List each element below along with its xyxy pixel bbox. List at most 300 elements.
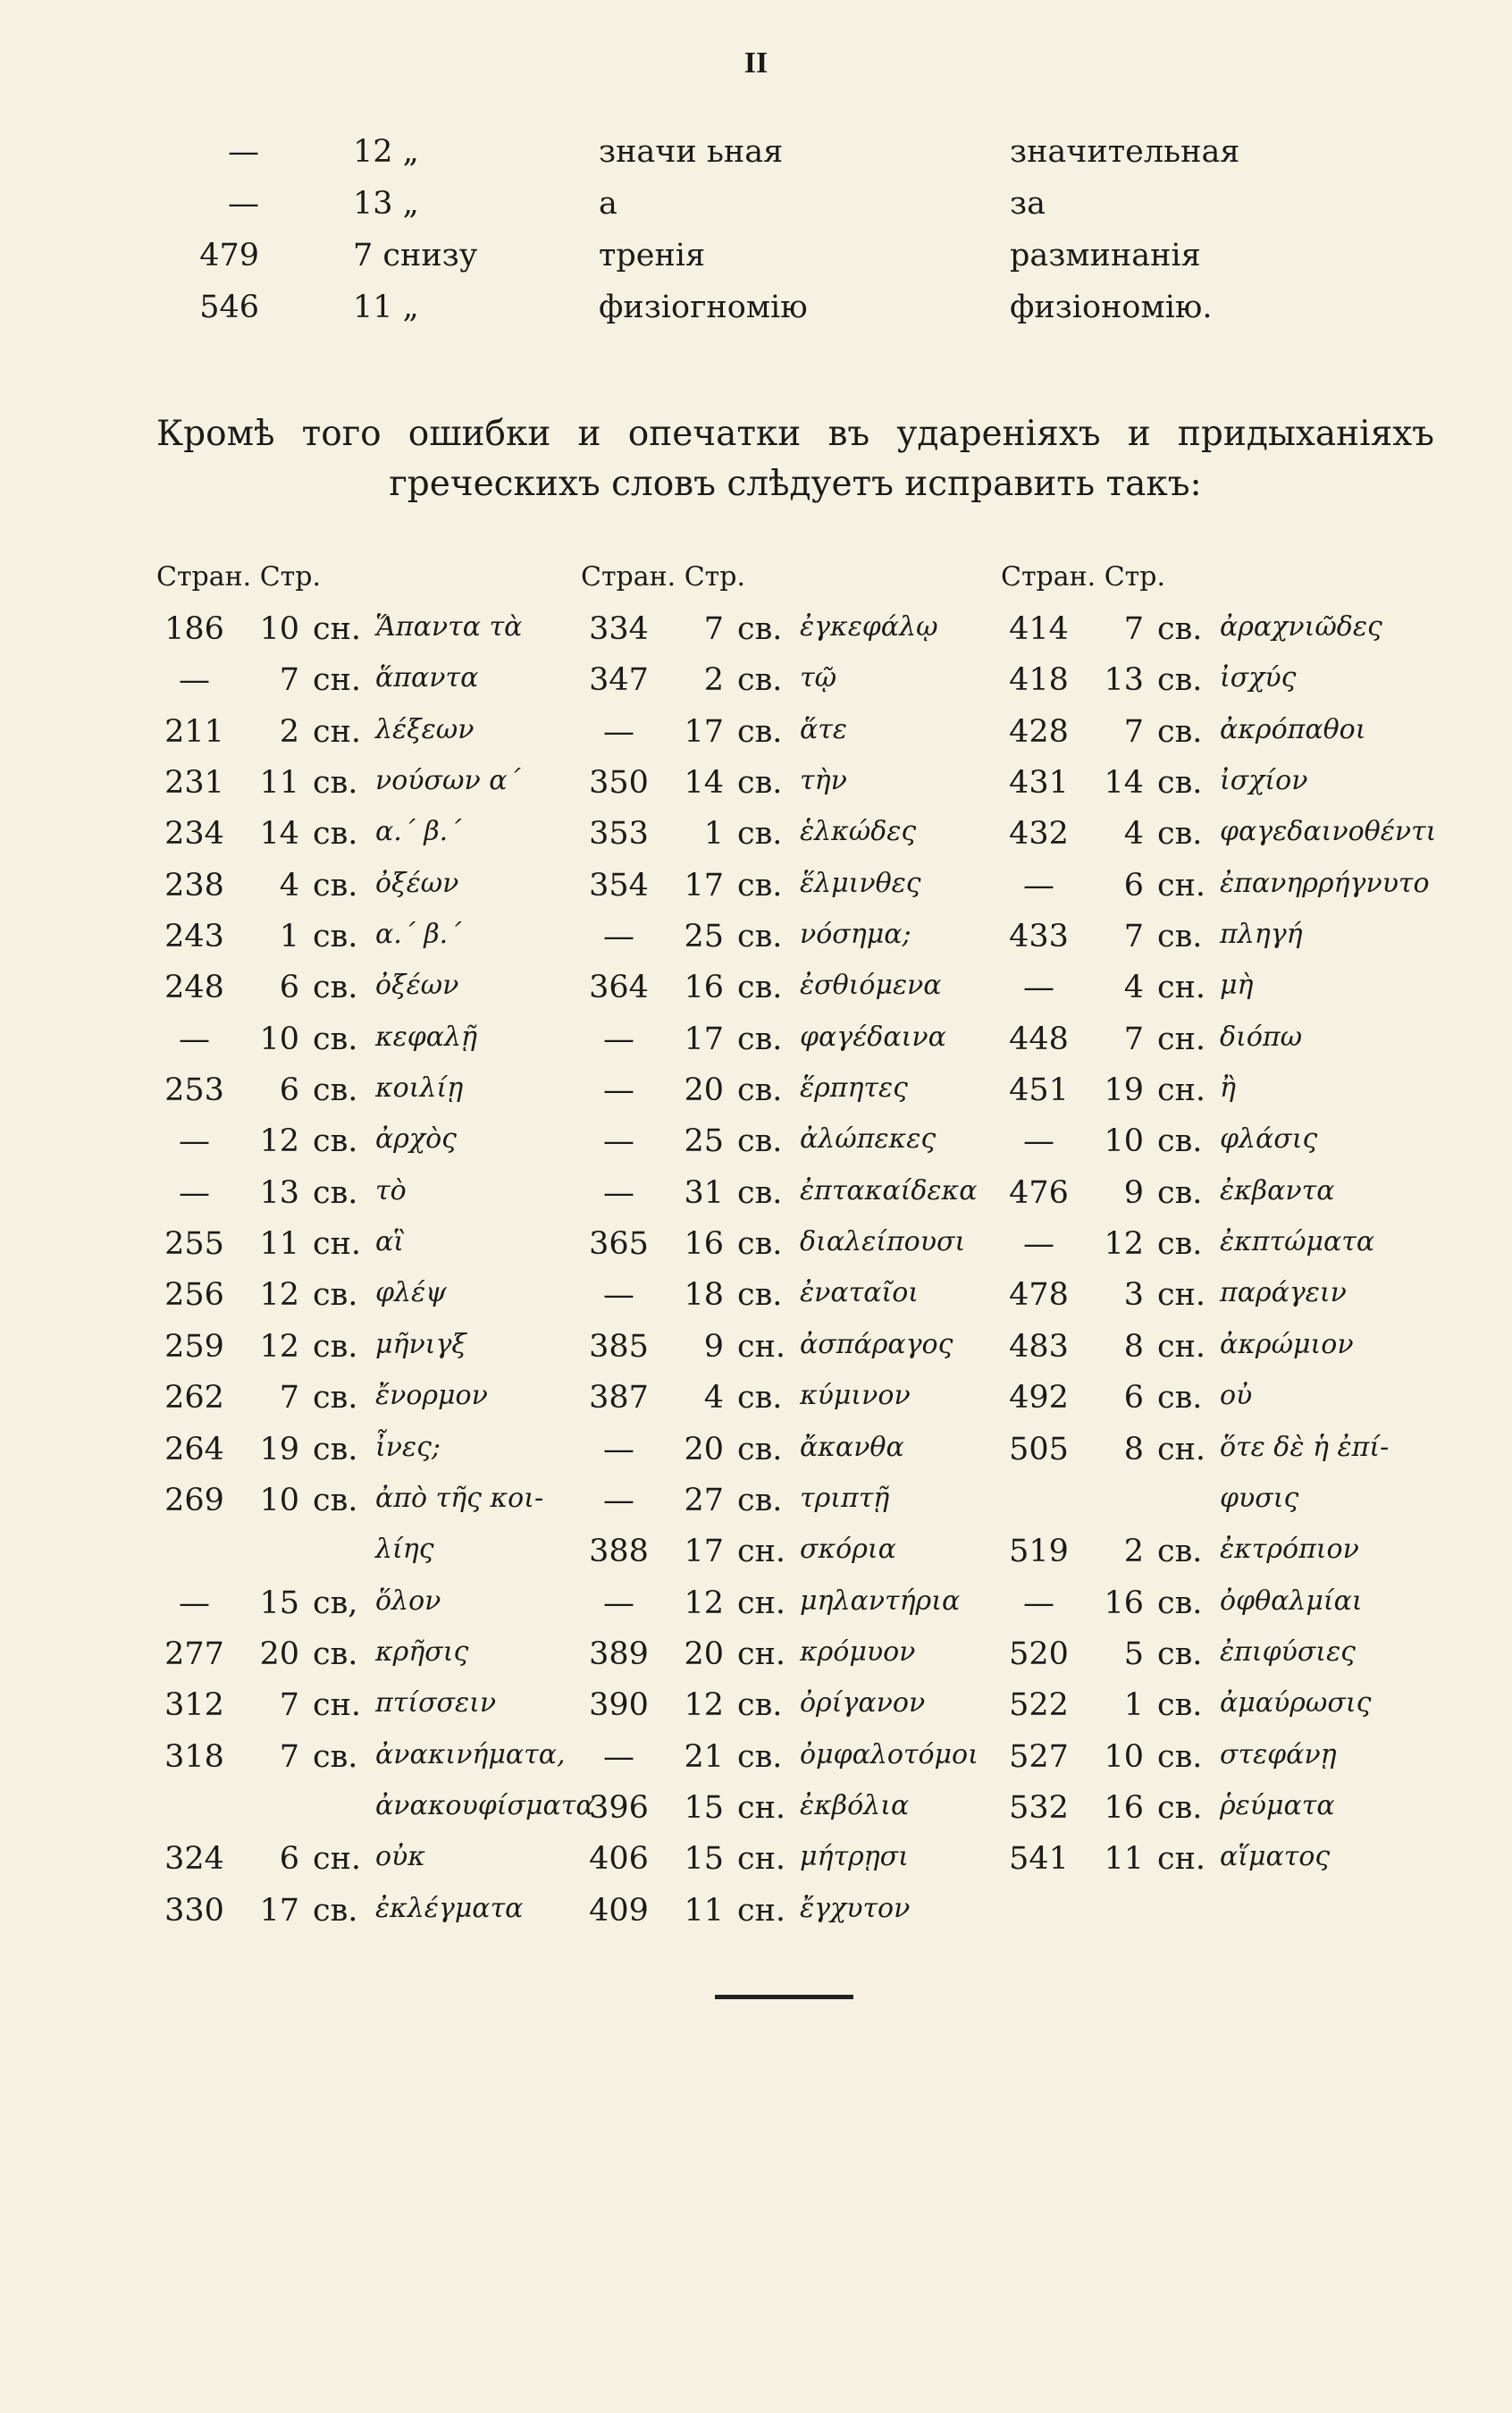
errata-row: [1001, 1072, 1236, 1123]
errata-row: [581, 919, 911, 970]
errata-page: 243: [164, 919, 224, 955]
errata-page: 256: [164, 1277, 224, 1314]
errata-direction: сн.: [1157, 1328, 1206, 1365]
errata-page: —: [603, 1738, 634, 1775]
errata-line: 16: [684, 970, 724, 1006]
errata-line: 16: [1104, 1789, 1144, 1826]
errata-line: 6: [1123, 867, 1144, 904]
errata-direction: св.: [737, 713, 783, 750]
errata-line: 3: [1123, 1277, 1144, 1314]
errata-word: ὀφθαλμίαι: [1220, 1585, 1363, 1617]
errata-line: 12: [684, 1585, 724, 1621]
errata-row: [581, 1534, 896, 1585]
errata-row: [156, 1738, 566, 1790]
errata-direction: сн.: [313, 713, 362, 750]
errata-word: ἀνακινήματα,: [375, 1738, 566, 1770]
errata-page: —: [603, 1072, 634, 1109]
errata-line: 5: [1123, 1635, 1144, 1672]
errata-line: 17: [684, 1021, 724, 1057]
errata-page: —: [603, 1482, 634, 1518]
errata-line: 20: [684, 1635, 724, 1672]
errata-word: λίης: [375, 1534, 434, 1566]
errata-row: [1001, 1380, 1253, 1431]
errata-page: 330: [164, 1892, 224, 1929]
errata-line: 12: [1104, 1226, 1144, 1263]
errata-line: 2: [279, 713, 299, 750]
errata-line: 16: [1104, 1585, 1144, 1621]
errata-row: [1001, 1328, 1354, 1380]
errata-line: 12: [259, 1328, 299, 1365]
errata-line: 4: [279, 867, 299, 904]
top-page: —: [228, 134, 259, 170]
errata-row: [1001, 713, 1366, 765]
errata-line: 1: [279, 919, 299, 955]
errata-word: στεφάνῃ: [1220, 1738, 1337, 1770]
errata-direction: св.: [313, 1174, 358, 1211]
errata-direction: св.: [1157, 816, 1203, 853]
errata-word: α.΄ β.΄: [375, 919, 462, 951]
errata-word: ἅτε: [800, 713, 847, 745]
errata-direction: св.: [313, 1892, 358, 1929]
errata-word: αἵματος: [1220, 1841, 1331, 1873]
errata-word: τὸ: [375, 1174, 407, 1206]
errata-word: αἳ: [375, 1226, 405, 1258]
errata-direction: св.: [313, 1482, 358, 1518]
errata-line: 14: [259, 816, 299, 853]
errata-word: κεφαλῇ: [375, 1021, 478, 1053]
errata-row: [156, 1072, 464, 1123]
errata-word: κρῆσις: [375, 1635, 469, 1668]
errata-word: ὀρίγανον: [800, 1687, 926, 1719]
errata-word: νούσων α΄: [375, 765, 521, 797]
errata-row: [1001, 816, 1437, 867]
top-right: значительная: [1010, 134, 1240, 170]
errata-word: πληγή: [1220, 919, 1303, 951]
top-wrong: физіогномію: [599, 290, 808, 325]
top-line: 13 „: [353, 186, 419, 222]
errata-row: [156, 1534, 434, 1585]
errata-line: 14: [1104, 765, 1144, 802]
errata-row: [581, 765, 847, 816]
errata-word: ἐπτακαίδεκα: [800, 1174, 978, 1206]
errata-page: 478: [1009, 1277, 1069, 1314]
top-page: —: [228, 186, 259, 222]
errata-row: [581, 970, 942, 1021]
errata-line: 7: [1123, 1021, 1144, 1057]
errata-page: 253: [164, 1072, 224, 1109]
errata-row: [581, 1226, 966, 1277]
errata-page: 448: [1009, 1021, 1069, 1057]
errata-direction: св.: [737, 1431, 783, 1467]
errata-row: [581, 611, 938, 662]
closing-rule: [715, 1995, 853, 1999]
errata-direction: сн.: [1157, 1021, 1206, 1057]
errata-page: 231: [164, 765, 224, 802]
errata-word: ἶνες;: [375, 1431, 441, 1463]
errata-row: [581, 713, 847, 765]
errata-row: [156, 1482, 544, 1534]
top-wrong: а: [599, 186, 617, 222]
errata-page: 354: [589, 867, 649, 904]
errata-page: 432: [1009, 816, 1069, 853]
errata-page: —: [603, 1021, 634, 1057]
errata-word: ἐγκεφάλῳ: [800, 611, 938, 643]
errata-page: 476: [1009, 1174, 1069, 1211]
errata-direction: сн.: [313, 1841, 362, 1878]
errata-word: ἀκρόπαθοι: [1220, 713, 1366, 745]
errata-line: 27: [684, 1482, 724, 1518]
top-line: 11 „: [353, 290, 419, 325]
errata-page: 519: [1009, 1534, 1069, 1570]
errata-direction: св.: [737, 611, 783, 647]
errata-page: 269: [164, 1482, 224, 1518]
errata-row: [581, 1123, 937, 1174]
errata-page: 347: [589, 662, 649, 699]
errata-word: διαλείπουσι: [800, 1226, 966, 1258]
errata-word: φαγέδαινα: [800, 1021, 946, 1053]
errata-line: 15: [259, 1585, 299, 1621]
errata-direction: св.: [737, 1021, 783, 1057]
errata-direction: св.: [313, 816, 358, 853]
top-wrong: значи ьная: [599, 134, 784, 170]
errata-word: κοιλίῃ: [375, 1072, 464, 1105]
errata-word: ἐκπτώματα: [1220, 1226, 1375, 1258]
errata-page: —: [179, 1123, 210, 1160]
errata-line: 13: [259, 1174, 299, 1211]
errata-line: 17: [684, 1534, 724, 1570]
errata-page: —: [1023, 1585, 1054, 1621]
errata-page: 483: [1009, 1328, 1069, 1365]
errata-direction: св.: [313, 1328, 358, 1365]
errata-page: 186: [164, 611, 224, 647]
top-row: [170, 186, 1331, 238]
errata-row: [156, 816, 462, 867]
errata-page: 396: [589, 1789, 649, 1826]
errata-row: [156, 1277, 447, 1328]
errata-line: 8: [1123, 1328, 1144, 1365]
errata-word: ἄκανθα: [800, 1431, 904, 1463]
errata-row: [156, 1841, 425, 1892]
errata-direction: св.: [737, 662, 783, 699]
errata-word: φλέψ: [375, 1277, 447, 1309]
errata-page: 262: [164, 1380, 224, 1417]
errata-line: 4: [1123, 816, 1144, 853]
errata-note: Кромѣ того ошибки и опечатки въ удареніяхъ и придыханіяхъ греческихъ словъ слѣдуетъ исправить такъ:: [156, 414, 1434, 504]
errata-column-2: [581, 561, 979, 1944]
errata-direction: сн.: [1157, 867, 1206, 904]
errata-direction: сн.: [737, 1892, 786, 1929]
errata-word: νόσημα;: [800, 919, 911, 951]
page-number: II: [743, 46, 769, 80]
errata-page: 259: [164, 1328, 224, 1365]
errata-row: [581, 1482, 890, 1534]
errata-direction: св.: [313, 1277, 358, 1314]
errata-row: [156, 1635, 469, 1687]
errata-word: ῥεύματα: [1220, 1789, 1335, 1821]
errata-row: [1001, 1534, 1359, 1585]
errata-line: 16: [684, 1226, 724, 1263]
errata-row: [1001, 1174, 1335, 1226]
errata-word: ἔνορμον: [375, 1380, 488, 1412]
errata-row: [1001, 611, 1382, 662]
errata-word: ἐκλέγματα: [375, 1892, 524, 1924]
errata-word: ἢ: [1220, 1072, 1236, 1105]
errata-page: 277: [164, 1635, 224, 1672]
errata-word: ἐναταῖοι: [800, 1277, 920, 1309]
errata-direction: св.: [1157, 919, 1203, 955]
errata-row: [156, 1687, 497, 1738]
top-right: за: [1010, 186, 1046, 222]
errata-page: 492: [1009, 1380, 1069, 1417]
errata-word: ἀρχὸς: [375, 1123, 457, 1156]
errata-direction: св.: [737, 1123, 783, 1160]
errata-word: διόπω: [1220, 1021, 1303, 1053]
errata-page: —: [603, 1585, 634, 1621]
errata-page: —: [179, 1021, 210, 1057]
errata-row: [1001, 1482, 1299, 1534]
errata-line: 9: [1123, 1174, 1144, 1211]
errata-row: [156, 919, 462, 970]
errata-word: ἕρπητες: [800, 1072, 908, 1105]
top-page: 479: [199, 238, 259, 273]
errata-direction: св.: [737, 1072, 783, 1109]
column-header: Стран. Стр.: [156, 561, 321, 593]
errata-word: ἐκτρόπιον: [1220, 1534, 1359, 1566]
errata-word: τῷ: [800, 662, 837, 694]
top-right: разминанія: [1010, 238, 1201, 273]
errata-direction: св.: [737, 1380, 783, 1417]
errata-row: [581, 816, 917, 867]
errata-line: 9: [703, 1328, 724, 1365]
errata-page: 451: [1009, 1072, 1069, 1109]
errata-page: 418: [1009, 662, 1069, 699]
errata-line: 6: [279, 1072, 299, 1109]
errata-line: 12: [259, 1123, 299, 1160]
errata-direction: сн.: [737, 1585, 786, 1621]
errata-line: 20: [259, 1635, 299, 1672]
errata-direction: св.: [737, 1174, 783, 1211]
errata-row: [156, 611, 523, 662]
errata-page: —: [603, 1174, 634, 1211]
errata-line: 1: [1123, 1687, 1144, 1724]
errata-direction: сн.: [737, 1635, 786, 1672]
errata-line: 7: [279, 662, 299, 699]
errata-direction: сн.: [1157, 1072, 1206, 1109]
errata-page: 406: [589, 1841, 649, 1878]
errata-page: —: [603, 919, 634, 955]
errata-word: μήτρῃσι: [800, 1841, 909, 1873]
errata-direction: св.: [1157, 1635, 1203, 1672]
errata-direction: св.: [1157, 662, 1203, 699]
errata-direction: сн.: [313, 1687, 362, 1724]
errata-row: [581, 1277, 920, 1328]
errata-word: ἐκβαντα: [1220, 1174, 1335, 1206]
errata-direction: св.: [1157, 1534, 1203, 1570]
errata-line: 15: [684, 1841, 724, 1878]
errata-line: 7: [279, 1380, 299, 1417]
errata-direction: сн.: [313, 1226, 362, 1263]
errata-line: 25: [684, 919, 724, 955]
errata-line: 7: [279, 1738, 299, 1775]
errata-word: κρόμυον: [800, 1635, 916, 1668]
top-wrong: тренія: [599, 238, 706, 273]
errata-line: 7: [1123, 919, 1144, 955]
errata-line: 10: [259, 1021, 299, 1057]
errata-row: [1001, 1277, 1347, 1328]
errata-word: ἔγχυτον: [800, 1892, 911, 1924]
errata-line: 10: [1104, 1123, 1144, 1160]
errata-row: [156, 1328, 466, 1380]
errata-word: α.΄ β.΄: [375, 816, 462, 848]
errata-page: 428: [1009, 713, 1069, 750]
errata-row: [581, 1328, 953, 1380]
errata-page: 211: [164, 713, 224, 750]
errata-row: [581, 1635, 916, 1687]
errata-page: 387: [589, 1380, 649, 1417]
errata-line: 4: [1123, 970, 1144, 1006]
errata-page: 324: [164, 1841, 224, 1878]
errata-direction: св.: [313, 1123, 358, 1160]
errata-direction: св.: [313, 1431, 358, 1467]
errata-page: 248: [164, 970, 224, 1006]
errata-page: 364: [589, 970, 649, 1006]
errata-direction: св.: [313, 919, 358, 955]
errata-line: 25: [684, 1123, 724, 1160]
top-row: [170, 134, 1331, 186]
top-page: 546: [199, 290, 259, 325]
errata-direction: сн.: [737, 1534, 786, 1570]
errata-word: ὀξέων: [375, 970, 459, 1002]
errata-page: 520: [1009, 1635, 1069, 1672]
errata-direction: сн.: [1157, 1841, 1206, 1878]
errata-direction: св.: [737, 1687, 783, 1724]
errata-row: [1001, 1226, 1375, 1277]
errata-row: [156, 1380, 488, 1431]
errata-row: [581, 662, 837, 713]
errata-direction: св.: [313, 970, 358, 1006]
errata-page: 312: [164, 1687, 224, 1724]
errata-word: ἀμαύρωσις: [1220, 1687, 1372, 1719]
errata-line: 20: [684, 1072, 724, 1109]
errata-word: φλάσις: [1220, 1123, 1318, 1156]
errata-row: [1001, 1431, 1390, 1483]
errata-row: [1001, 1789, 1335, 1841]
errata-direction: св.: [1157, 1738, 1203, 1775]
errata-page: 505: [1009, 1431, 1069, 1467]
errata-row: [1001, 1021, 1303, 1072]
errata-row: [581, 1841, 909, 1892]
errata-direction: сн.: [313, 662, 362, 699]
errata-word: κύμινον: [800, 1380, 911, 1412]
errata-word: ἀσπάραγος: [800, 1328, 953, 1360]
errata-direction: св,: [313, 1585, 358, 1621]
errata-row: [581, 1072, 908, 1123]
errata-top-table: [170, 134, 1331, 341]
errata-column-3: [1001, 561, 1437, 1893]
errata-direction: св.: [737, 1738, 783, 1775]
errata-word: ἰσχίον: [1220, 765, 1308, 797]
errata-page: 527: [1009, 1738, 1069, 1775]
errata-page: 388: [589, 1534, 649, 1570]
errata-direction: св.: [737, 1277, 783, 1314]
errata-page: —: [1023, 1226, 1054, 1263]
errata-line: 1: [703, 816, 724, 853]
errata-line: 11: [684, 1892, 724, 1929]
errata-word: παράγειν: [1220, 1277, 1347, 1309]
errata-word: ἕλμινθες: [800, 867, 921, 899]
errata-row: [1001, 662, 1297, 713]
errata-page: —: [179, 1585, 210, 1621]
errata-line: 12: [259, 1277, 299, 1314]
errata-page: —: [1023, 867, 1054, 904]
errata-direction: св.: [1157, 1380, 1203, 1417]
errata-direction: св.: [737, 867, 783, 904]
errata-row: [156, 1892, 524, 1944]
errata-direction: св.: [1157, 1174, 1203, 1211]
errata-word: μηλαντήρια: [800, 1585, 961, 1617]
errata-direction: св.: [313, 1738, 358, 1775]
errata-line: 7: [703, 611, 724, 647]
errata-word: λέξεων: [375, 713, 475, 745]
errata-direction: св.: [1157, 1789, 1203, 1826]
top-line: 7 снизу: [353, 238, 478, 273]
errata-page: —: [603, 1123, 634, 1160]
errata-row: [156, 713, 475, 765]
errata-line: 21: [684, 1738, 724, 1775]
errata-line: 10: [259, 1482, 299, 1518]
top-row: [170, 238, 1331, 290]
errata-direction: св.: [313, 1635, 358, 1672]
errata-line: 17: [259, 1892, 299, 1929]
errata-word: πτίσσειν: [375, 1687, 497, 1719]
errata-line: 14: [684, 765, 724, 802]
errata-direction: сн.: [313, 611, 362, 647]
errata-page: 522: [1009, 1687, 1069, 1724]
errata-line: 17: [684, 867, 724, 904]
top-row: [170, 290, 1331, 341]
errata-row: [1001, 970, 1254, 1021]
errata-row: [1001, 1585, 1363, 1636]
errata-direction: св.: [1157, 1226, 1203, 1263]
errata-direction: св.: [737, 919, 783, 955]
errata-row: [1001, 1123, 1318, 1174]
errata-line: 18: [684, 1277, 724, 1314]
errata-page: 431: [1009, 765, 1069, 802]
errata-direction: св.: [1157, 1585, 1203, 1621]
errata-word: ἀπὸ τῆς κοι-: [375, 1482, 544, 1514]
errata-line: 6: [279, 970, 299, 1006]
errata-page: 414: [1009, 611, 1069, 647]
errata-line: 6: [279, 1841, 299, 1878]
column-header: Стран. Стр.: [581, 561, 745, 593]
errata-word: ἀλώπεκες: [800, 1123, 937, 1156]
errata-word: Ἅπαντα τὰ: [375, 611, 523, 643]
errata-row: [156, 1021, 478, 1072]
errata-word: μῆνιγξ: [375, 1328, 466, 1360]
errata-page: —: [1023, 1123, 1054, 1160]
errata-direction: св.: [1157, 765, 1203, 802]
errata-row: [156, 970, 459, 1021]
errata-row: [156, 765, 521, 816]
errata-direction: св.: [313, 765, 358, 802]
errata-row: [581, 1431, 904, 1483]
errata-row: [581, 1380, 911, 1431]
errata-row: [581, 1892, 911, 1944]
errata-line: 15: [684, 1789, 724, 1826]
errata-row: [156, 867, 459, 919]
errata-row: [156, 1123, 457, 1174]
errata-page: —: [1023, 970, 1054, 1006]
